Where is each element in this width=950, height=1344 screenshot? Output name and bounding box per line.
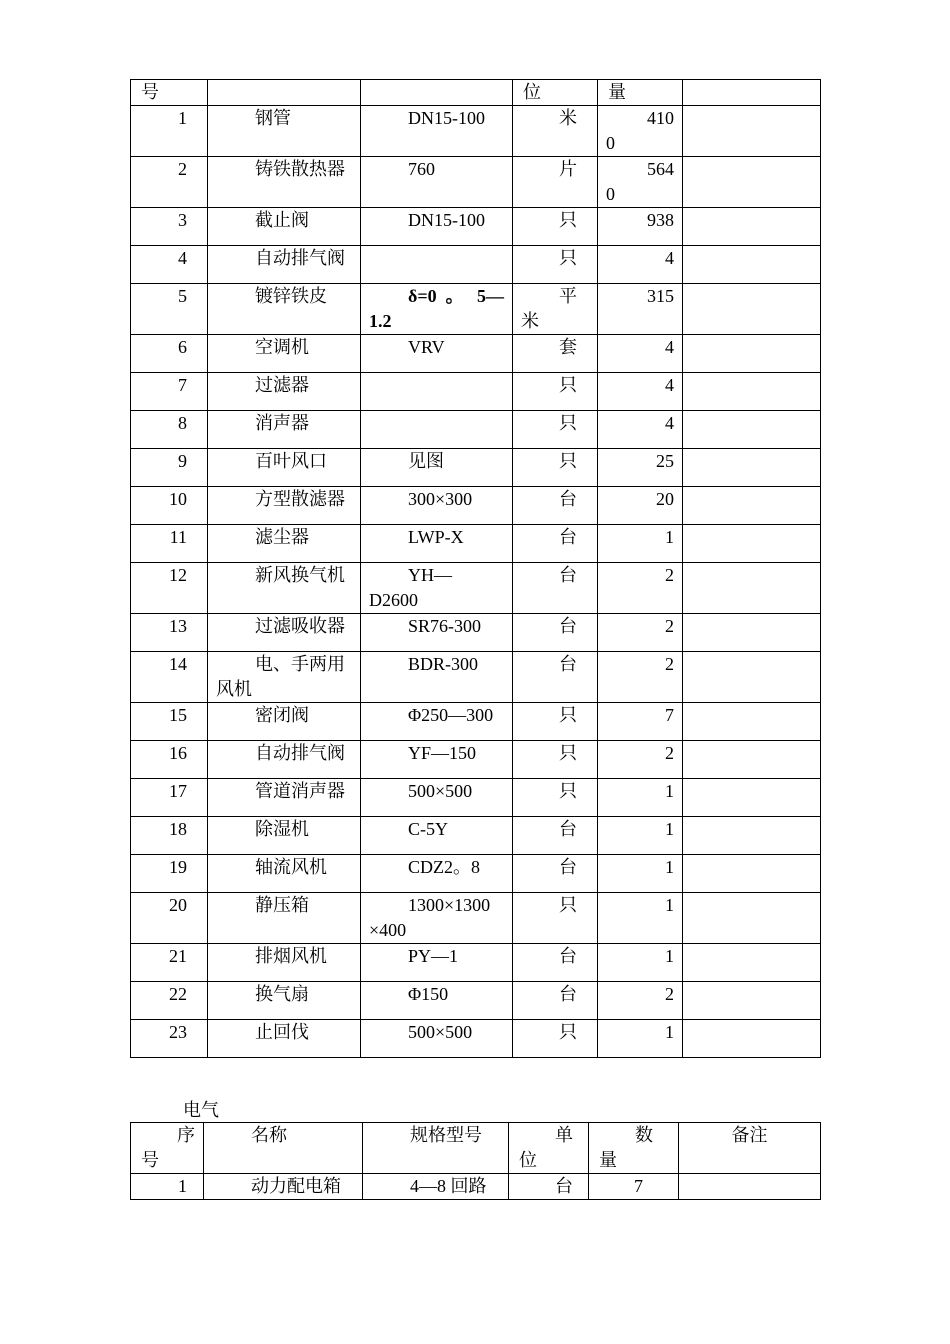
cell-qty: 1 [598,855,683,893]
cell-name: 新风换气机 [208,563,361,614]
cell-name: 过滤吸收器 [208,614,361,652]
cell-unit: 片 [513,157,598,208]
table-row [131,563,821,614]
cell-spec: BDR-300 [361,652,513,703]
cell-name: 方型散滤器 [208,487,361,525]
table-row [131,449,821,487]
cell-qty: 1 [598,893,683,944]
cell-qty: 410 0 [598,106,683,157]
header-spec [361,80,513,106]
table-row [131,652,821,703]
cell-unit: 台 [513,525,598,563]
cell-unit: 台 [513,944,598,982]
cell-unit: 只 [513,246,598,284]
cell-qty: 4 [598,246,683,284]
cell-spec: PY—1 [361,944,513,982]
cell-qty: 1 [598,1020,683,1058]
cell-name: 轴流风机 [208,855,361,893]
table-row [131,284,821,335]
cell-spec: DN15-100 [361,208,513,246]
table-row [131,982,821,1020]
cell-qty: 4 [598,335,683,373]
cell-spec: LWP-X [361,525,513,563]
cell-no: 10 [131,487,208,525]
header-spec: 规格型号 [363,1123,509,1174]
cell-remark [683,373,821,411]
cell-no: 6 [131,335,208,373]
cell-spec: 500×500 [361,1020,513,1058]
cell-no: 1 [131,1174,204,1200]
cell-unit: 台 [513,652,598,703]
cell-spec: YH— D2600 [361,563,513,614]
cell-name: 静压箱 [208,893,361,944]
cell-qty: 4 [598,411,683,449]
cell-spec: 见图 [361,449,513,487]
cell-name: 除湿机 [208,817,361,855]
cell-spec: C-5Y [361,817,513,855]
cell-no: 8 [131,411,208,449]
cell-unit: 台 [513,982,598,1020]
cell-unit: 台 [513,817,598,855]
cell-no: 2 [131,157,208,208]
cell-spec: 760 [361,157,513,208]
cell-unit: 只 [513,703,598,741]
cell-spec [361,411,513,449]
cell-unit: 只 [513,779,598,817]
cell-spec: SR76-300 [361,614,513,652]
cell-remark [683,449,821,487]
cell-no: 3 [131,208,208,246]
cell-remark [683,779,821,817]
cell-qty: 4 [598,373,683,411]
cell-unit: 只 [513,1020,598,1058]
cell-qty: 1 [598,525,683,563]
cell-spec [361,246,513,284]
table-row [131,208,821,246]
cell-unit: 米 [513,106,598,157]
cell-spec: Φ250—300 [361,703,513,741]
cell-remark [683,817,821,855]
header-name [208,80,361,106]
cell-remark [683,944,821,982]
table-row [131,1020,821,1058]
cell-remark [683,1020,821,1058]
table-row [131,157,821,208]
cell-name: 自动排气阀 [208,246,361,284]
cell-remark [683,563,821,614]
table-row [131,1174,821,1200]
cell-no: 22 [131,982,208,1020]
cell-name: 密闭阀 [208,703,361,741]
table-row [131,817,821,855]
cell-qty: 1 [598,944,683,982]
cell-name: 钢管 [208,106,361,157]
table-row [131,893,821,944]
cell-remark [679,1174,821,1200]
cell-remark [683,893,821,944]
cell-qty: 7 [598,703,683,741]
cell-spec [361,373,513,411]
cell-name: 换气扇 [208,982,361,1020]
cell-name: 动力配电箱 [204,1174,363,1200]
table-header-row [131,80,821,106]
cell-name: 自动排气阀 [208,741,361,779]
cell-no: 11 [131,525,208,563]
cell-remark [683,487,821,525]
equipment-table [130,79,821,1058]
table-header-row [131,1123,821,1174]
cell-no: 16 [131,741,208,779]
cell-spec: Φ150 [361,982,513,1020]
cell-spec: CDZ2。8 [361,855,513,893]
cell-unit: 台 [509,1174,589,1200]
cell-no: 12 [131,563,208,614]
cell-no: 5 [131,284,208,335]
cell-spec: 500×500 [361,779,513,817]
cell-unit: 台 [513,487,598,525]
cell-spec: 300×300 [361,487,513,525]
cell-spec: δ=0 。 5— 1.2 [361,284,513,335]
cell-remark [683,106,821,157]
cell-name: 止回伐 [208,1020,361,1058]
cell-qty: 938 [598,208,683,246]
cell-qty: 20 [598,487,683,525]
cell-qty: 2 [598,563,683,614]
table-row [131,614,821,652]
cell-remark [683,855,821,893]
header-qty: 量 [598,80,683,106]
cell-qty: 564 0 [598,157,683,208]
cell-name: 空调机 [208,335,361,373]
cell-name: 百叶风口 [208,449,361,487]
header-remark [683,80,821,106]
cell-name: 滤尘器 [208,525,361,563]
cell-unit: 只 [513,893,598,944]
cell-no: 1 [131,106,208,157]
cell-qty: 2 [598,741,683,779]
cell-remark [683,411,821,449]
cell-remark [683,246,821,284]
cell-remark [683,982,821,1020]
cell-no: 18 [131,817,208,855]
cell-unit: 台 [513,855,598,893]
cell-spec: 4—8 回路 [363,1174,509,1200]
table-row [131,703,821,741]
cell-no: 7 [131,373,208,411]
cell-no: 15 [131,703,208,741]
header-no: 序 号 [131,1123,204,1174]
cell-name: 过滤器 [208,373,361,411]
cell-unit: 平 米 [513,284,598,335]
cell-name: 镀锌铁皮 [208,284,361,335]
cell-unit: 只 [513,411,598,449]
cell-no: 21 [131,944,208,982]
table-row [131,246,821,284]
cell-remark [683,525,821,563]
header-remark: 备注 [679,1123,821,1174]
table-row [131,411,821,449]
header-qty: 数 量 [589,1123,679,1174]
cell-spec: 1300×1300 ×400 [361,893,513,944]
cell-unit: 只 [513,208,598,246]
cell-no: 14 [131,652,208,703]
table-row [131,487,821,525]
cell-no: 23 [131,1020,208,1058]
cell-remark [683,614,821,652]
cell-spec: VRV [361,335,513,373]
header-no: 号 [131,80,208,106]
cell-unit: 台 [513,614,598,652]
cell-name: 铸铁散热器 [208,157,361,208]
cell-qty: 2 [598,614,683,652]
cell-name: 消声器 [208,411,361,449]
cell-qty: 2 [598,982,683,1020]
cell-name: 管道消声器 [208,779,361,817]
cell-spec: DN15-100 [361,106,513,157]
cell-name: 排烟风机 [208,944,361,982]
cell-unit: 只 [513,449,598,487]
cell-remark [683,652,821,703]
cell-qty: 315 [598,284,683,335]
table-row [131,335,821,373]
table-row [131,373,821,411]
table-row [131,779,821,817]
cell-remark [683,157,821,208]
cell-no: 17 [131,779,208,817]
table-row [131,855,821,893]
cell-remark [683,208,821,246]
cell-unit: 只 [513,741,598,779]
electrical-table [130,1122,821,1200]
cell-name: 电、手两用 风机 [208,652,361,703]
cell-qty: 25 [598,449,683,487]
header-unit: 位 [513,80,598,106]
cell-remark [683,284,821,335]
cell-name: 截止阀 [208,208,361,246]
cell-unit: 套 [513,335,598,373]
header-unit: 单 位 [509,1123,589,1174]
cell-no: 19 [131,855,208,893]
section-title: 电气 [183,1100,219,1120]
cell-qty: 1 [598,779,683,817]
table-row [131,944,821,982]
header-name: 名称 [204,1123,363,1174]
table-row [131,741,821,779]
table-row [131,525,821,563]
cell-unit: 台 [513,563,598,614]
cell-qty: 1 [598,817,683,855]
cell-spec: YF—150 [361,741,513,779]
cell-no: 4 [131,246,208,284]
cell-unit: 只 [513,373,598,411]
cell-qty: 7 [589,1174,679,1200]
cell-no: 9 [131,449,208,487]
table-row [131,106,821,157]
cell-no: 13 [131,614,208,652]
cell-qty: 2 [598,652,683,703]
cell-no: 20 [131,893,208,944]
cell-remark [683,335,821,373]
cell-remark [683,741,821,779]
cell-remark [683,703,821,741]
